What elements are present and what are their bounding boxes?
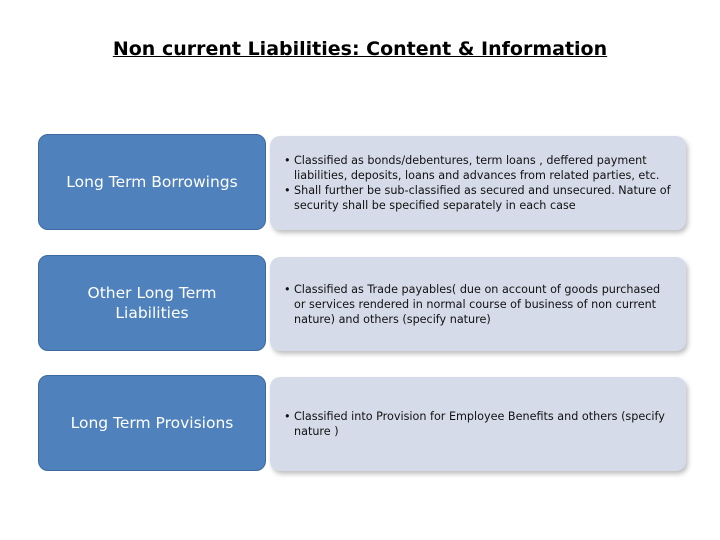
desc-long-term-provisions xyxy=(270,377,686,471)
label-other-long-term-liabilities: Other Long Term Liabilities xyxy=(38,255,266,351)
bullet-item: • Classified into Provision for Employee Benefits and others (specify nature ) xyxy=(284,409,674,439)
bullet-item: • Classified as Trade payables( due on account of goods purchased or services rendered in normal course of business of non current nature) and others (specify nature) xyxy=(284,282,674,327)
label-long-term-borrowings: Long Term Borrowings xyxy=(38,134,266,230)
row-other-long-term-liabilities xyxy=(38,255,688,353)
desc-long-term-borrowings xyxy=(270,136,686,230)
desc-other-long-term-liabilities xyxy=(270,257,686,351)
label-long-term-provisions: Long Term Provisions xyxy=(38,375,266,471)
slide-title: Non current Liabilities: Content & Information xyxy=(112,38,608,60)
row-long-term-borrowings xyxy=(38,134,688,232)
bullet-item: • Classified as bonds/debentures, term loans , deffered payment liabilities, deposits, loans and advances from related parties, etc. xyxy=(284,153,674,183)
bullet-item: • Shall further be sub-classified as secured and unsecured. Nature of security shall be specified separately in each case xyxy=(284,183,674,213)
row-long-term-provisions xyxy=(38,375,688,473)
